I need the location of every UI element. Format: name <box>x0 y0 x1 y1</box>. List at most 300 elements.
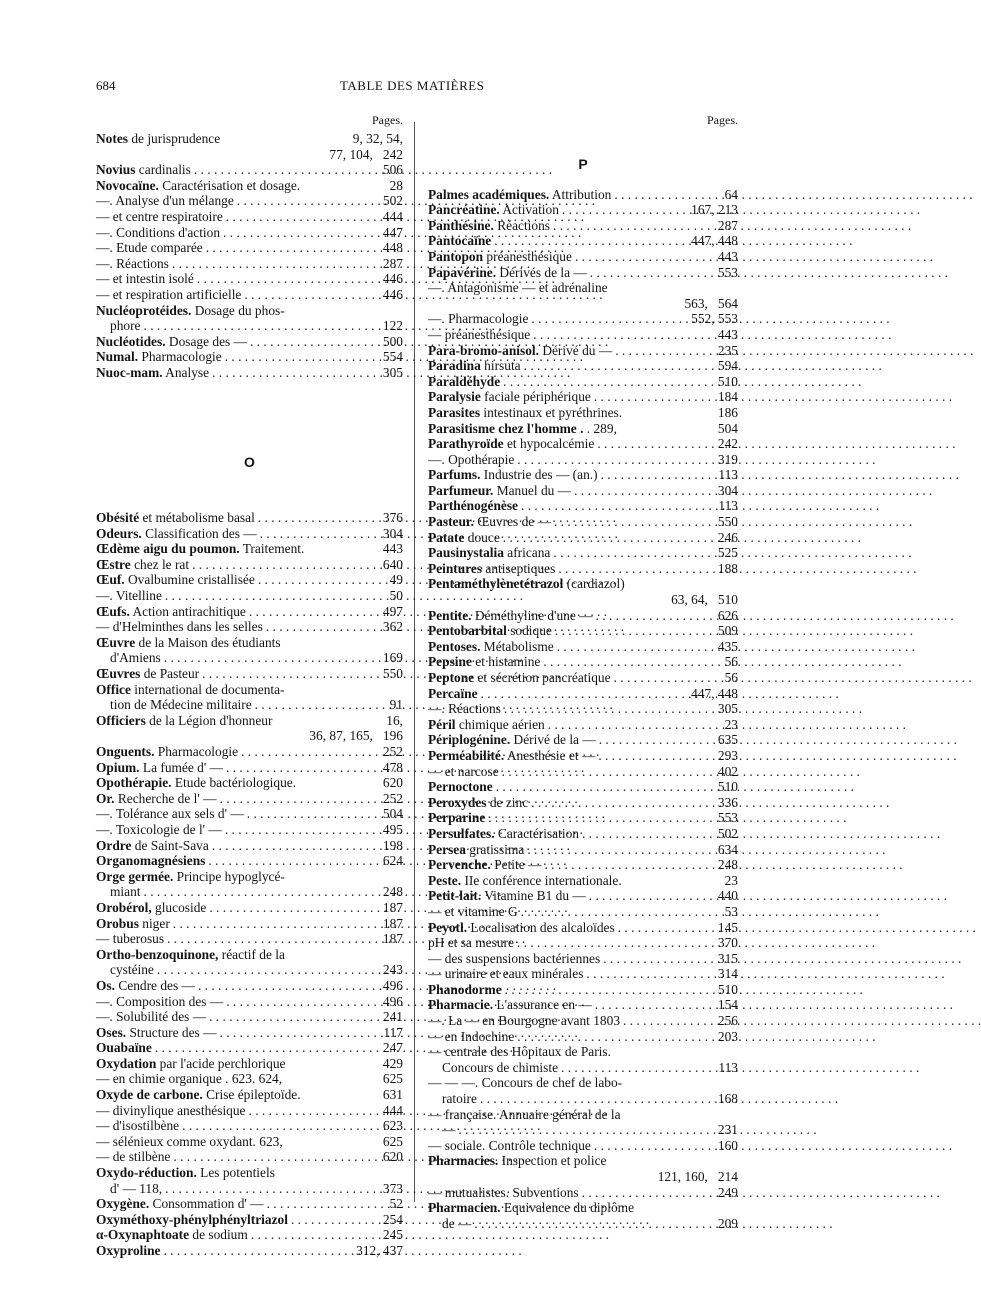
entry-line <box>96 1056 403 1072</box>
entry-line <box>428 966 738 982</box>
entry-line <box>428 1185 738 1201</box>
index-entry <box>96 900 403 916</box>
dot-leader <box>533 327 715 343</box>
entry-line <box>428 576 738 592</box>
entry-continuation <box>96 147 403 163</box>
entry-pages: 502 <box>717 825 738 841</box>
entry-pages: 634 <box>717 841 738 857</box>
index-entry <box>428 1029 738 1045</box>
entry-line <box>96 1212 403 1228</box>
dot-leader <box>255 697 387 713</box>
index-entry <box>96 588 403 604</box>
index-entry <box>96 225 403 241</box>
entry-pages: 145 <box>717 919 738 935</box>
entry-term: Oxygène. Consommation d' — <box>96 1196 264 1212</box>
entry-term: Persulfates. Caractérisation <box>428 825 579 841</box>
dot-leader <box>595 997 715 1013</box>
entry-line <box>96 1243 403 1259</box>
continuation-text: — <box>442 1122 456 1138</box>
entry-term: Petit-lait. Vitamine B1 du — <box>428 888 586 904</box>
index-entry <box>96 1025 403 1041</box>
entry-line <box>428 779 738 795</box>
entry-line <box>428 826 738 842</box>
entry-line <box>428 639 738 655</box>
entry-pages: 9, 32, 54, <box>352 131 403 146</box>
entry-line <box>96 193 403 209</box>
entry-pages: 620 <box>382 775 403 791</box>
entry-pages: 248 <box>382 884 403 900</box>
index-entry <box>428 467 738 483</box>
entry-term: Peyotl. Localisation des alcaloïdes <box>428 919 615 935</box>
entry-pages: 509 <box>717 623 738 639</box>
entry-term: Phanodorme <box>428 981 502 997</box>
entry-pages: 249 <box>717 1184 738 1200</box>
entry-term: Patate douce <box>428 529 500 545</box>
pages-label: Pages. <box>707 113 738 127</box>
entry-line <box>96 744 403 760</box>
entry-line <box>428 358 738 374</box>
entry-line <box>96 588 403 604</box>
entry-line <box>96 1087 403 1103</box>
dot-leader <box>167 931 380 947</box>
entry-term: Para-bromo-anisol. Dérivé du — <box>428 342 613 358</box>
index-entry <box>96 806 403 822</box>
dot-leader <box>615 343 715 359</box>
entry-term: Nucléoprotéides. Dosage du phos- <box>96 302 285 318</box>
dot-leader <box>163 1243 353 1259</box>
entry-line <box>428 920 738 936</box>
index-entry <box>428 623 738 639</box>
continuation-text: Concours de chimiste <box>442 1059 559 1075</box>
index-entry <box>428 904 738 920</box>
dot-leader <box>225 349 380 365</box>
entry-pages: 252 <box>382 744 403 759</box>
index-entry <box>428 654 738 670</box>
dot-leader <box>249 1103 380 1119</box>
entry-pages: 241 <box>382 1009 403 1025</box>
entry-term: —. Analyse d'un mélange <box>96 193 234 209</box>
entry-pages: 287 <box>717 217 738 233</box>
entry-line <box>96 1071 403 1087</box>
continuation-pages: 36, 87, 165, <box>309 728 373 744</box>
entry-line <box>96 775 403 791</box>
entry-pages: 626 <box>717 607 738 623</box>
entry-pages: 550 <box>717 514 738 530</box>
index-entry <box>428 202 738 218</box>
entry-line <box>96 916 403 932</box>
entry-pages: 640 <box>382 556 403 572</box>
entry-pages: 184 <box>717 389 738 405</box>
entry-term: — centrale des Hôpitaux de Paris. <box>428 1044 611 1060</box>
entry-pages: 336 <box>717 794 738 810</box>
entry-pages: 304 <box>382 525 403 541</box>
index-entry <box>428 280 738 311</box>
entry-line <box>428 218 738 234</box>
continuation-text: cystéine <box>110 962 154 978</box>
dot-leader <box>557 639 715 655</box>
entry-pages: 370 <box>717 935 738 951</box>
dot-leader <box>206 240 380 256</box>
dot-leader <box>266 619 380 635</box>
index-entry <box>428 764 738 780</box>
dot-leader <box>623 1013 715 1029</box>
dot-leader <box>582 1185 715 1201</box>
entry-line <box>96 1040 403 1056</box>
entry-pages: 254 <box>382 1211 403 1227</box>
continuation-text: phore <box>110 318 141 334</box>
entry-line <box>428 561 738 577</box>
dot-leader <box>553 218 715 234</box>
entry-term: Percaïne <box>428 685 478 701</box>
entry-line <box>428 623 738 639</box>
entry-pages: 631 <box>382 1087 403 1103</box>
entry-term: Peroxydes de zinc <box>428 794 529 810</box>
entry-term: —. Vitelline <box>96 588 162 604</box>
index-entry <box>96 869 403 900</box>
entry-term: — des suspensions bactériennes <box>428 950 601 966</box>
entry-line <box>96 572 403 588</box>
entry-term: α-Oxynaphtoate de sodium <box>96 1227 248 1243</box>
dot-leader <box>531 311 688 327</box>
entry-line <box>428 935 738 951</box>
dot-leader <box>575 249 715 265</box>
dot-leader <box>503 374 715 390</box>
entry-term: Orobus niger <box>96 915 170 931</box>
entry-continuation <box>96 697 403 713</box>
section-letter-p: P <box>578 156 588 172</box>
index-entry <box>428 826 738 842</box>
entry-term: — de stilbène <box>96 1149 171 1165</box>
entry-term: Office international de documenta- <box>96 681 285 697</box>
dot-leader <box>165 1181 380 1197</box>
entry-line <box>428 1153 738 1169</box>
entry-term: Pentobarbital sodique <box>428 623 552 639</box>
entry-line <box>428 1138 738 1154</box>
entry-pages: 500 <box>382 333 403 349</box>
dot-leader <box>247 806 380 822</box>
index-entry <box>96 822 403 838</box>
entry-continuation <box>96 962 403 978</box>
entry-line <box>428 514 738 530</box>
index-entry <box>96 240 403 256</box>
dot-leader <box>241 744 380 760</box>
page-number: 684 <box>96 78 116 93</box>
entry-term: — et centre respiratoire <box>96 208 223 224</box>
entry-term: Pervenche. Petite — <box>428 857 542 873</box>
entry-line <box>96 1025 403 1041</box>
entry-line <box>428 202 738 218</box>
entry-term: Parfums. Industrie des — (an.) <box>428 467 598 483</box>
dot-leader <box>192 557 380 573</box>
dot-leader <box>554 514 715 530</box>
index-entry <box>428 920 738 936</box>
entry-term: — sélénieux comme oxydant. 623, <box>96 1133 283 1149</box>
section-letter-o: O <box>244 453 255 470</box>
entry-pages: 167, 213 <box>691 202 738 218</box>
index-entry <box>428 810 738 826</box>
index-entry <box>428 265 738 281</box>
entry-pages: 188 <box>717 560 738 576</box>
entry-term: — et respiration artificielle <box>96 286 242 302</box>
dot-leader <box>194 162 380 178</box>
entry-line <box>428 389 738 405</box>
entry-line <box>96 947 403 963</box>
entry-term: — française. Annuaire général de la <box>428 1106 621 1122</box>
entry-line <box>96 162 403 178</box>
dot-leader <box>517 452 715 468</box>
entry-line <box>96 635 403 651</box>
index-entry <box>96 287 403 303</box>
dot-leader <box>251 1227 380 1243</box>
entry-pages: 553 <box>717 264 738 280</box>
index-entry <box>96 635 403 666</box>
index-entry <box>428 436 738 452</box>
index-entry <box>96 744 403 760</box>
entry-term: —. Opothérapie <box>428 451 515 467</box>
entry-pages: 625 <box>382 1071 403 1087</box>
entry-pages: 373 <box>382 1180 403 1196</box>
entry-line <box>428 265 738 281</box>
dot-leader <box>220 791 380 807</box>
dot-leader <box>558 561 715 577</box>
index-entry <box>96 1040 403 1056</box>
entry-term: Nuoc-mam. Analyse <box>96 364 210 380</box>
index-entry <box>96 256 403 272</box>
index-entry <box>96 713 403 744</box>
index-entry <box>96 947 403 978</box>
entry-term: — tuberosus <box>96 931 165 947</box>
index-entry <box>428 608 738 624</box>
entry-pages: 312, 437 <box>356 1243 403 1258</box>
index-entry <box>428 452 738 468</box>
dot-leader <box>260 526 380 542</box>
entry-pages: 169 <box>382 650 403 666</box>
entry-pages: 168 <box>717 1091 738 1107</box>
continuation-text: d' — 118, <box>110 1180 163 1196</box>
entry-line <box>428 311 738 327</box>
dot-leader <box>212 838 380 854</box>
index-entry <box>96 1071 403 1087</box>
entry-line <box>428 452 738 468</box>
entry-line <box>96 900 403 916</box>
entry-term: Pharmacie. L'assurance en — <box>428 997 592 1013</box>
entry-term: Notes de jurisprudence <box>96 131 221 146</box>
entry-term: Périplogénine. Dérivé de la — <box>428 732 596 748</box>
entry-term: Organomagnésiens <box>96 853 206 869</box>
entry-pages: 246 <box>717 529 738 545</box>
entry-line <box>96 853 403 869</box>
entry-pages: 252 <box>382 790 403 806</box>
dot-leader <box>226 209 380 225</box>
entry-term: Peste. IIe conférence internationale. <box>428 872 622 888</box>
index-entry <box>428 982 738 998</box>
index-entry <box>428 218 738 234</box>
entry-continuation <box>428 1169 738 1185</box>
entry-line <box>428 483 738 499</box>
entry-line <box>428 467 738 483</box>
entry-term: — sociale. Contrôle technique <box>428 1137 591 1153</box>
entry-term: Oxydation par l'acide perchlorique <box>96 1055 286 1071</box>
index-entry <box>96 1196 403 1212</box>
entry-pages: 506 <box>382 162 403 178</box>
entry-pages: 620 <box>382 1149 403 1165</box>
entry-term: — et narcose <box>428 763 499 779</box>
dot-leader <box>197 271 380 287</box>
entry-pages: 446 <box>382 271 403 287</box>
index-entry <box>428 670 738 686</box>
entry-line <box>428 857 738 873</box>
entry-term: —. Tolérance aux sels d' — <box>96 806 244 822</box>
entry-term: Œufs. Action antirachitique <box>96 603 246 619</box>
entry-pages: 443 <box>717 326 738 342</box>
entry-term: Pentite. Déméthyline d'une — <box>428 607 593 623</box>
entry-line <box>96 510 403 526</box>
dot-leader <box>220 1025 381 1041</box>
index-entry <box>96 775 403 791</box>
entry-term: Paraldéhyde <box>428 373 501 389</box>
dot-leader <box>521 904 722 920</box>
entry-term: Pharmacies. Inspection et police <box>428 1153 607 1169</box>
entry-line <box>428 530 738 546</box>
continuation-text: ratoire <box>442 1091 477 1107</box>
entry-line <box>428 1013 738 1029</box>
entry-continuation <box>96 1181 403 1197</box>
dot-leader <box>144 884 380 900</box>
entry-pages: 187 <box>382 931 403 947</box>
continuation-text: tion de Médecine militaire <box>110 697 252 713</box>
entry-line <box>96 256 403 272</box>
entry-line <box>428 545 738 561</box>
entry-term: Peintures antiseptiques <box>428 560 556 576</box>
dot-leader <box>225 822 380 838</box>
entry-pages: 16, <box>386 712 403 728</box>
dot-leader <box>553 545 715 561</box>
dot-leader <box>599 732 715 748</box>
entry-line <box>96 978 403 994</box>
entry-term: Officiers de la Légion d'honneur <box>96 712 273 728</box>
dot-leader <box>202 666 380 682</box>
entry-continuation <box>96 884 403 900</box>
entry-line <box>96 271 403 287</box>
entry-pages: 478 <box>382 759 403 775</box>
entry-pages: 113 <box>718 467 738 483</box>
entry-pages: 113 <box>718 1059 738 1075</box>
dot-leader <box>614 187 721 203</box>
dot-leader <box>173 916 380 932</box>
entry-term: — en chimie organique . 623. 624, <box>96 1071 283 1087</box>
entry-line <box>428 249 738 265</box>
continuation-pages: 63, 64, <box>671 592 708 608</box>
entries-p <box>428 187 738 1232</box>
entry-continuation <box>96 318 403 334</box>
dot-leader <box>502 764 715 780</box>
dot-leader <box>601 467 716 483</box>
entry-pages: 52 <box>389 1196 403 1212</box>
entry-term: Oses. Structure des — <box>96 1024 217 1040</box>
index-entry <box>96 604 403 620</box>
index-entry <box>428 421 738 437</box>
index-entry <box>428 343 738 359</box>
entry-line <box>96 541 403 557</box>
entry-term: Pancréatine. Activation <box>428 202 559 218</box>
dot-leader <box>173 1149 380 1165</box>
entry-line <box>428 436 738 452</box>
index-entry <box>428 1075 738 1106</box>
index-entry <box>96 541 403 557</box>
entry-pages: 553 <box>717 810 738 826</box>
entry-term: —. Antagonisme — et adrénaline <box>428 280 608 296</box>
dot-leader <box>226 760 380 776</box>
index-entry <box>428 561 738 577</box>
entry-term: Orge germée. Principe hypoglycé- <box>96 868 285 884</box>
entry-line <box>96 349 403 365</box>
entry-line <box>96 287 403 303</box>
entry-term: Ordre de Saint-Sava <box>96 837 209 853</box>
entry-pages: 53 <box>724 903 738 919</box>
entry-line <box>428 1107 738 1123</box>
entry-pages: 305 <box>382 364 403 380</box>
dot-leader <box>212 365 380 381</box>
entry-line <box>428 654 738 670</box>
entry-continuation <box>96 728 403 744</box>
entry-line <box>96 869 403 885</box>
entry-pages: 554 <box>382 349 403 365</box>
index-entry <box>428 530 738 546</box>
dot-leader <box>155 1040 380 1056</box>
index-entry <box>96 131 403 162</box>
continuation-pages: 121, 160, <box>657 1169 708 1184</box>
entry-term: Pantocaïne <box>428 233 492 249</box>
entry-term: Oxyde de carbone. Crise épileptoïde. <box>96 1087 301 1103</box>
dot-leader <box>164 650 380 666</box>
dot-leader <box>291 1212 380 1228</box>
dot-leader <box>527 842 715 858</box>
index-entry <box>96 1103 403 1119</box>
index-entry <box>96 162 403 178</box>
entry-term: Peptone et sécrétion pancréatique <box>428 670 611 685</box>
entry-pages: 510 <box>717 779 738 795</box>
dot-leader <box>209 900 380 916</box>
index-entry <box>428 233 738 249</box>
entry-line <box>428 1044 738 1060</box>
entry-pages: 314 <box>717 966 738 982</box>
entry-term: — et vitamine G <box>428 903 518 919</box>
entry-pages: 315 <box>717 950 738 966</box>
index-column-left <box>96 113 403 1259</box>
entry-term: Parfumeur. Manuel du — <box>428 482 572 498</box>
entry-term: Opothérapie. Etude bactériologique. <box>96 775 297 791</box>
dot-leader <box>524 358 715 374</box>
index-entry <box>428 1200 738 1231</box>
entry-line <box>428 421 738 437</box>
entry-pages: 444 <box>382 1102 403 1118</box>
index-entry <box>96 1165 403 1196</box>
index-entry <box>428 576 738 607</box>
entry-term: —. Conditions d'action <box>96 224 221 240</box>
index-entry <box>96 760 403 776</box>
entry-pages: 187 <box>382 915 403 931</box>
entry-pages: 496 <box>382 977 403 993</box>
entry-term: —. Pharmacologie <box>428 311 529 327</box>
entry-pages: 444 <box>382 208 403 224</box>
entry-pages: 402 <box>717 763 738 779</box>
entry-pages: 56 <box>724 654 738 670</box>
entry-line <box>428 795 738 811</box>
index-entry <box>96 1227 403 1243</box>
entry-term: Œuvre de la Maison des étudiants <box>96 634 281 650</box>
dot-leader <box>594 389 715 405</box>
entry-term: Opium. La fumée d' — <box>96 759 224 775</box>
